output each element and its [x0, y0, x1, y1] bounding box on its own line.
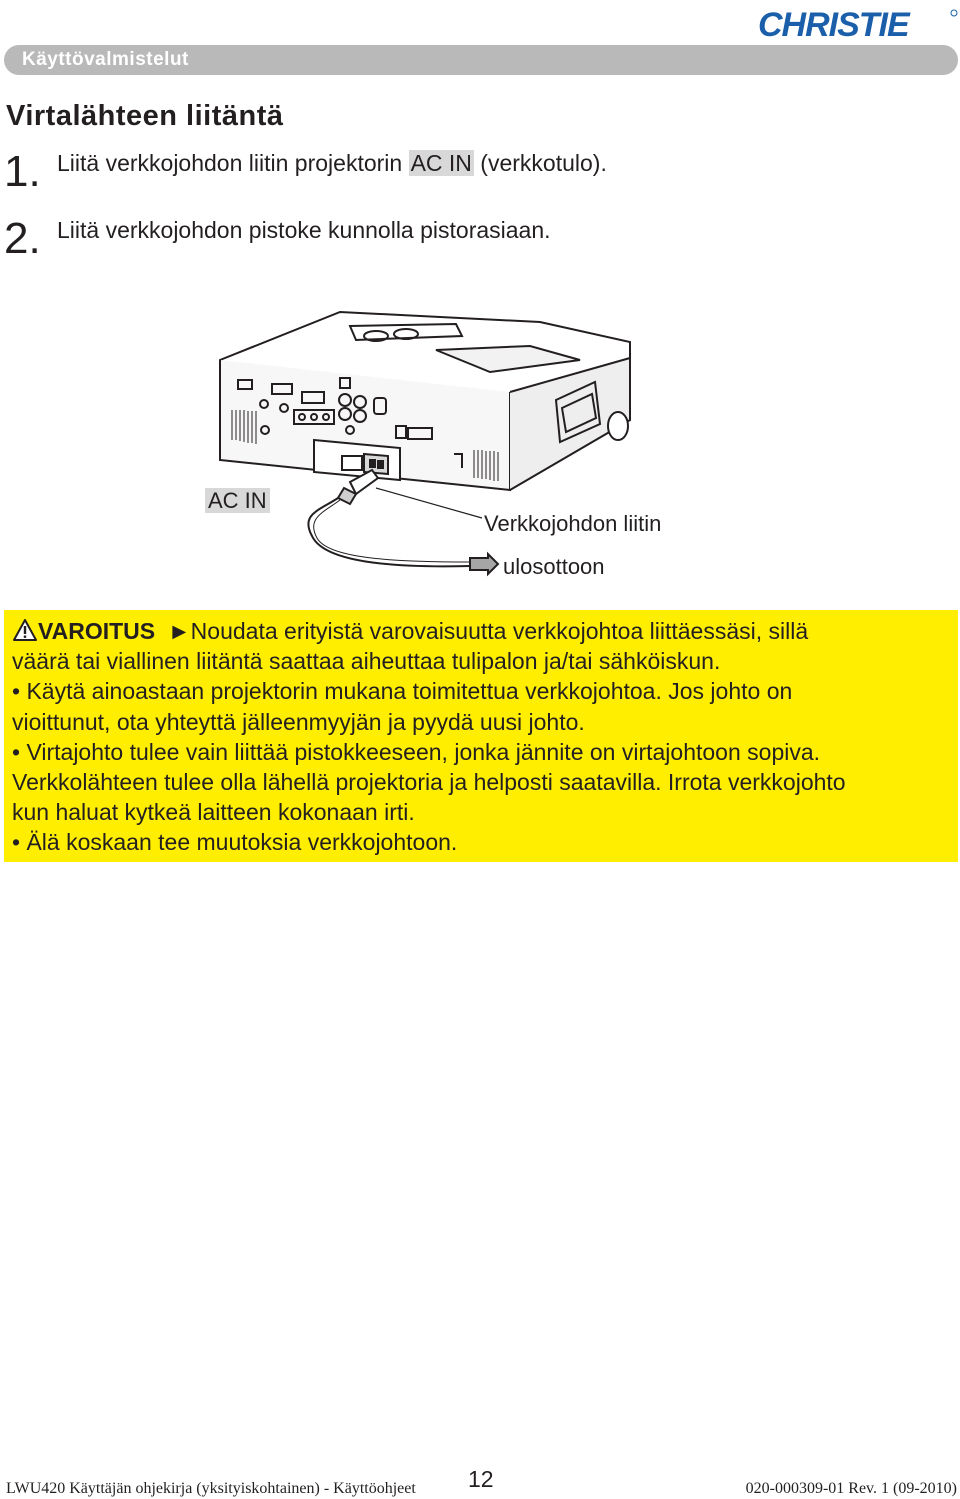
warning-line: väärä tai viallinen liitäntä saattaa aiheuttaa tulipalon ja/tai sähköiskun. — [12, 648, 721, 675]
outlet-callout: ulosottoon — [503, 554, 605, 579]
ac-in-callout — [205, 488, 270, 514]
ac-in-highlight: AC IN — [410, 150, 472, 176]
warning-triangle-icon — [12, 618, 38, 642]
warning-box — [4, 610, 958, 862]
ac-in-label: AC IN — [205, 488, 270, 513]
step-text — [57, 150, 607, 176]
projector-rear-illustration — [200, 300, 660, 590]
step-number: 2. — [4, 214, 41, 263]
step-text-part: Liitä verkkojohdon liitin projektorin — [57, 150, 409, 176]
footer-doc-title: LWU420 Käyttäjän ohjekirja (yksityiskohtainen) - Käyttöohjeet — [6, 1480, 416, 1497]
warning-line — [12, 616, 950, 646]
warning-text: ►Noudata erityistä varovaisuutta verkkojohtoa liittäessäsi, sillä — [167, 618, 809, 644]
brand-wordmark: CHRISTIE — [758, 6, 909, 44]
warning-line: vioittunut, ota yhteyttä jälleenmyyjän ja pyydä uusi johto. — [12, 708, 585, 735]
step-number: 1. — [4, 147, 41, 196]
warning-line: • Älä koskaan tee muutoksia verkkojohtoon. — [12, 829, 458, 856]
warning-line: kun haluat kytkeä laitteen kokonaan irti. — [12, 799, 415, 826]
christie-logo — [756, 4, 960, 44]
footer-page-number: 12 — [468, 1466, 494, 1492]
footer-revision: 020-000309-01 Rev. 1 (09-2010) — [745, 1480, 957, 1497]
warning-line: • Virtajohto tulee vain liittää pistokkeeseen, jonka jännite on virtajohtoon sopiva. — [12, 738, 821, 765]
warning-line: • Käytä ainoastaan projektorin mukana toimitettua verkkojohtoa. Jos johto on — [12, 678, 793, 705]
step-text: Liitä verkkojohdon pistoke kunnolla pistorasiaan. — [57, 217, 551, 243]
connector-callout: Verkkojohdon liitin — [484, 511, 662, 536]
page-title: Virtalähteen liitäntä — [6, 100, 284, 132]
warning-line: Verkkolähteen tulee olla lähellä projektoria ja helposti saatavilla. Irrota verkkojohto — [12, 769, 846, 796]
warning-heading: VAROITUS — [38, 618, 156, 644]
step-text-part: (verkkotulo). — [473, 150, 607, 176]
section-header-bar — [4, 45, 958, 75]
section-title: Käyttövalmistelut — [22, 49, 189, 70]
